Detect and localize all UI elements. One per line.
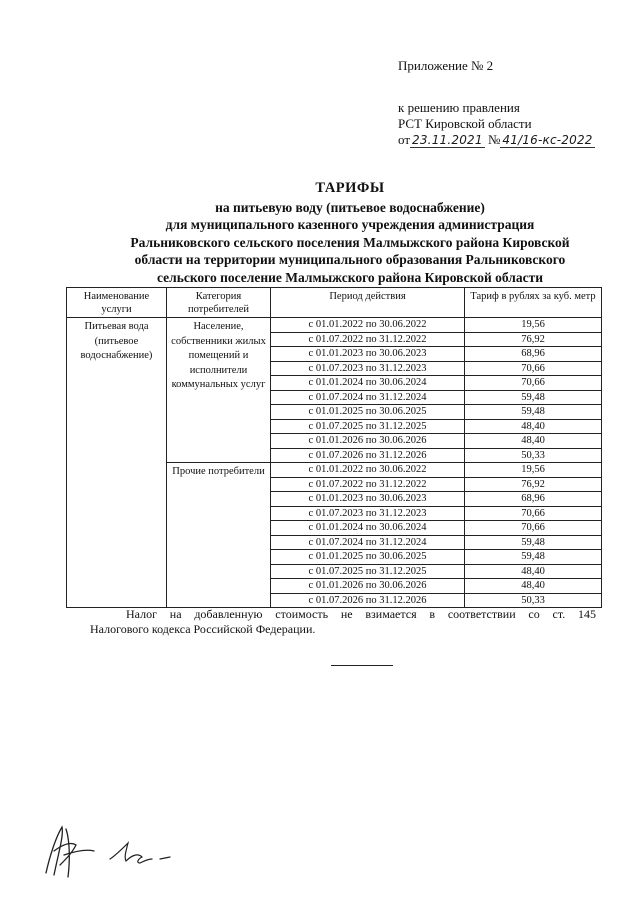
appendix-date-line bbox=[398, 132, 628, 148]
table-row bbox=[67, 318, 602, 333]
tax-note-line2: Налогового кодекса Российской Федерации. bbox=[90, 622, 316, 636]
period-cell: с 01.07.2026 по 31.12.2026 bbox=[271, 593, 465, 608]
rate-cell: 48,40 bbox=[465, 434, 602, 449]
header-period: Период действия bbox=[271, 288, 465, 318]
period-cell: с 01.07.2025 по 31.12.2025 bbox=[271, 564, 465, 579]
period-cell: с 01.01.2024 по 30.06.2024 bbox=[271, 376, 465, 391]
period-cell: с 01.01.2026 по 30.06.2026 bbox=[271, 434, 465, 449]
appendix-ref-line1: к решению правления bbox=[398, 100, 520, 115]
service-cell: Питьевая вода (питьевое водоснабжение) bbox=[67, 318, 167, 608]
rate-cell: 48,40 bbox=[465, 564, 602, 579]
rate-cell: 68,96 bbox=[465, 347, 602, 362]
period-cell: с 01.07.2024 по 31.12.2024 bbox=[271, 390, 465, 405]
tax-note bbox=[90, 607, 596, 637]
period-cell: с 01.07.2023 по 31.12.2023 bbox=[271, 506, 465, 521]
signature bbox=[36, 815, 216, 890]
period-cell: с 01.07.2022 по 31.12.2022 bbox=[271, 477, 465, 492]
rate-cell: 19,56 bbox=[465, 318, 602, 333]
subtitle-line: области на территории муниципального образования Ральниковского bbox=[134, 252, 566, 267]
number-prefix: № bbox=[487, 132, 501, 147]
rate-cell: 70,66 bbox=[465, 506, 602, 521]
subtitle-line: на питьевую воду (питьевое водоснабжение) bbox=[215, 199, 485, 215]
period-cell: с 01.01.2026 по 30.06.2026 bbox=[271, 579, 465, 594]
period-cell: с 01.07.2024 по 31.12.2024 bbox=[271, 535, 465, 550]
appendix-block bbox=[398, 58, 628, 148]
period-cell: с 01.01.2024 по 30.06.2024 bbox=[271, 521, 465, 536]
rate-cell: 76,92 bbox=[465, 332, 602, 347]
handwritten-number: 41/16-кс-2022 bbox=[502, 133, 593, 147]
tariff-table bbox=[66, 287, 602, 608]
rate-cell: 50,33 bbox=[465, 448, 602, 463]
rate-cell: 68,96 bbox=[465, 492, 602, 507]
category-cell: Население, собственники жилых помещений и исполнители коммунальных услуг bbox=[167, 318, 271, 463]
rate-cell: 48,40 bbox=[465, 579, 602, 594]
period-cell: с 01.01.2022 по 30.06.2022 bbox=[271, 318, 465, 333]
rate-cell: 48,40 bbox=[465, 419, 602, 434]
appendix-number: Приложение № 2 bbox=[398, 58, 494, 73]
period-cell: с 01.01.2023 по 30.06.2023 bbox=[271, 347, 465, 362]
rate-cell: 59,48 bbox=[465, 405, 602, 420]
rate-cell: 76,92 bbox=[465, 477, 602, 492]
header-rate: Тариф в рублях за куб. метр bbox=[465, 288, 602, 318]
rate-cell: 59,48 bbox=[465, 390, 602, 405]
table-header-row bbox=[67, 288, 602, 318]
appendix-ref-line2: РСТ Кировской области bbox=[398, 116, 532, 131]
header-category: Категория потребителей bbox=[167, 288, 271, 318]
rate-cell: 50,33 bbox=[465, 593, 602, 608]
separator-line bbox=[331, 665, 393, 666]
date-prefix: от bbox=[398, 132, 411, 147]
period-cell: с 01.07.2023 по 31.12.2023 bbox=[271, 361, 465, 376]
page-title: ТАРИФЫ bbox=[315, 180, 385, 196]
subtitle-line: Ральниковского сельского поселения Малмыжского района Кировской bbox=[130, 234, 570, 250]
rate-cell: 70,66 bbox=[465, 361, 602, 376]
period-cell: с 01.07.2022 по 31.12.2022 bbox=[271, 332, 465, 347]
period-cell: с 01.07.2026 по 31.12.2026 bbox=[271, 448, 465, 463]
rate-cell: 19,56 bbox=[465, 463, 602, 478]
handwritten-date: 23.11.2021 bbox=[412, 133, 483, 147]
period-cell: с 01.01.2025 по 30.06.2025 bbox=[271, 550, 465, 565]
period-cell: с 01.01.2025 по 30.06.2025 bbox=[271, 405, 465, 420]
rate-cell: 59,48 bbox=[465, 550, 602, 565]
tax-note-line1: Налог на добавленную стоимость не взимается в соответствии со ст. 145 bbox=[126, 607, 596, 621]
period-cell: с 01.07.2025 по 31.12.2025 bbox=[271, 419, 465, 434]
signature-scribble-icon bbox=[36, 815, 216, 885]
rate-cell: 70,66 bbox=[465, 376, 602, 391]
title-block bbox=[60, 180, 640, 286]
category-cell: Прочие потребители bbox=[167, 463, 271, 608]
subtitle-line: сельского поселение Малмыжского района Кировской области bbox=[156, 269, 544, 285]
period-cell: с 01.01.2022 по 30.06.2022 bbox=[271, 463, 465, 478]
period-cell: с 01.01.2023 по 30.06.2023 bbox=[271, 492, 465, 507]
rate-cell: 70,66 bbox=[465, 521, 602, 536]
rate-cell: 59,48 bbox=[465, 535, 602, 550]
header-service: Наименование услуги bbox=[67, 288, 167, 318]
subtitle-line: для муниципального казенного учреждения администрация bbox=[165, 217, 535, 232]
